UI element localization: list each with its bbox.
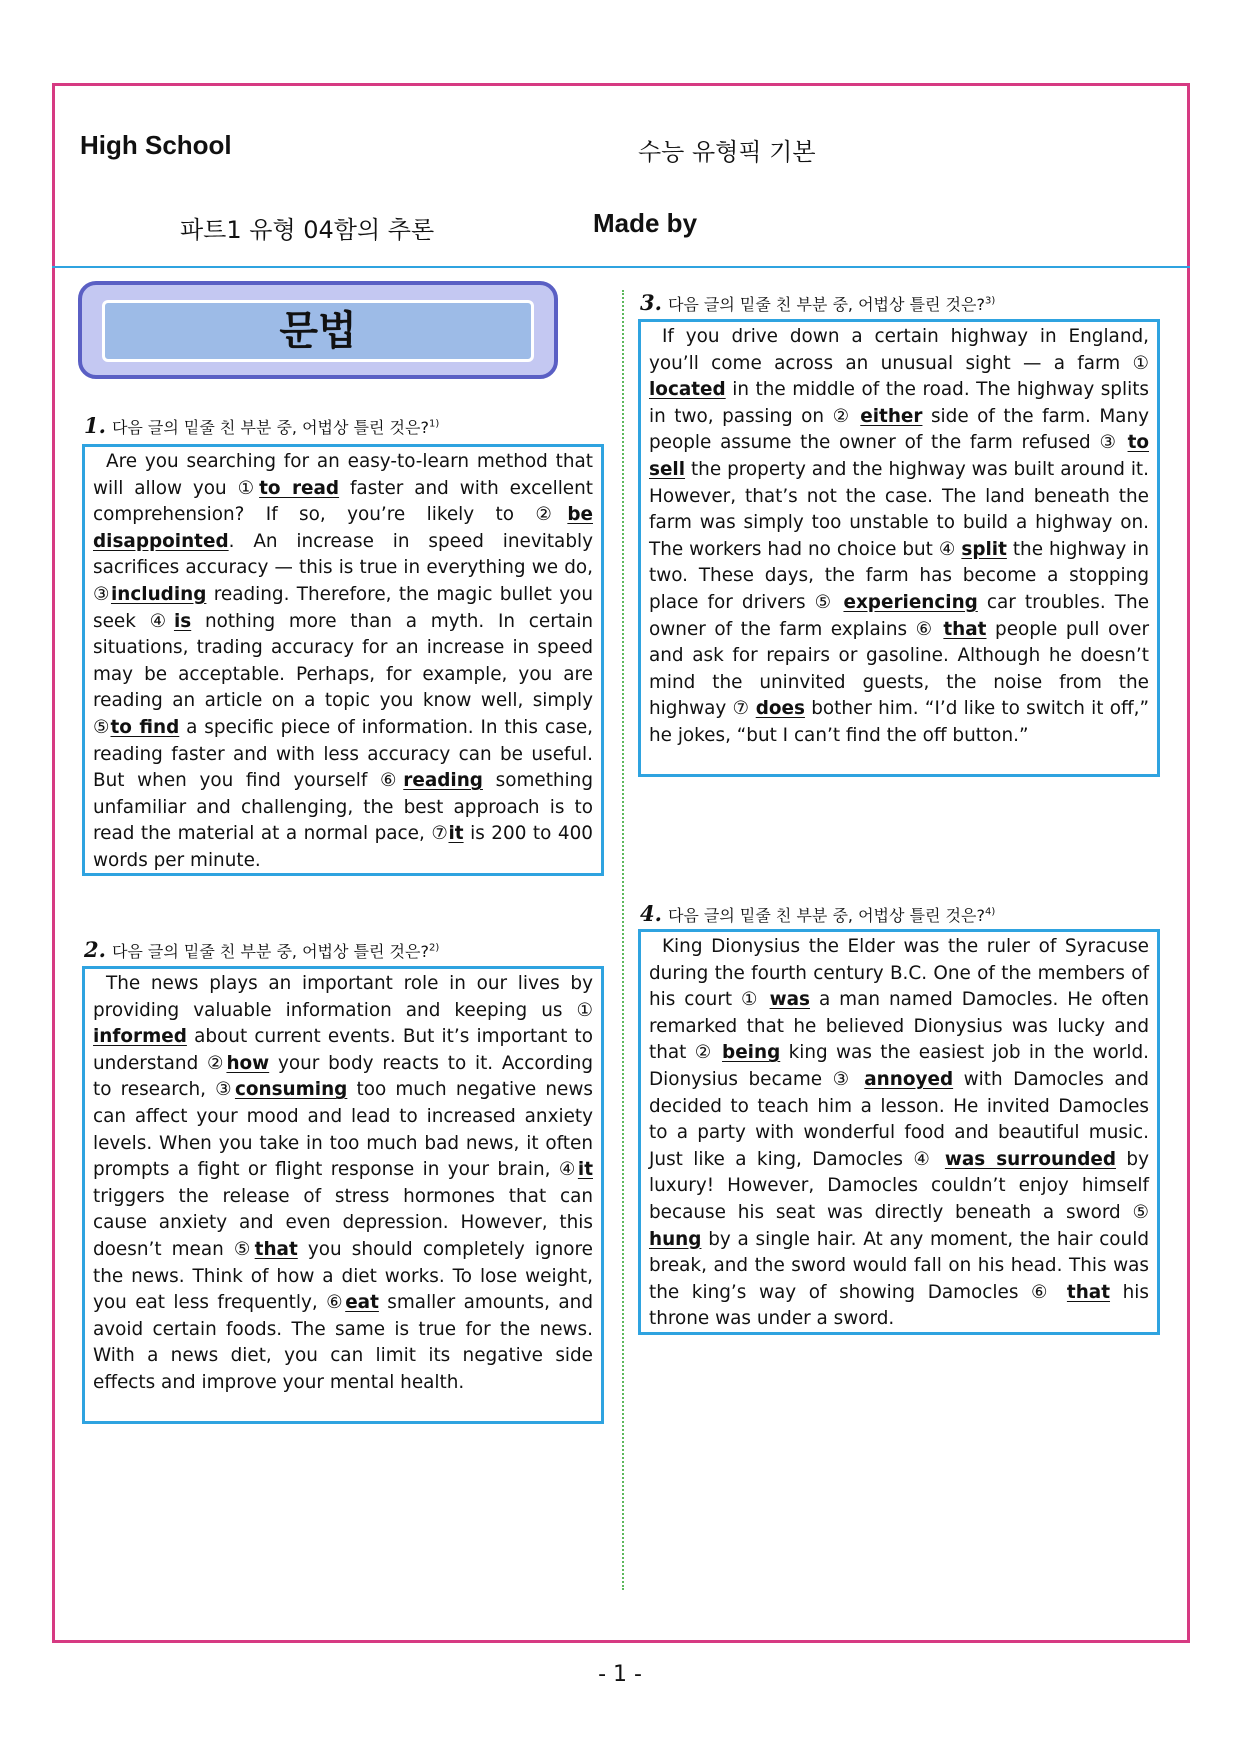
question-number: 2. <box>84 937 106 962</box>
passage-text <box>93 971 593 1397</box>
passage-segment: the highway in two. These days, the farm has become a stopping place for drivers ⑤ <box>649 538 1149 613</box>
footnote-marker: 1) <box>428 418 440 430</box>
question-number: 1. <box>84 413 106 438</box>
underlined-choice: either <box>860 405 923 427</box>
passage-segment: If you drive down a certain highway in England, you’ll come across an unusual sight — a farm ① <box>649 326 1149 374</box>
question-4-passage <box>638 929 1160 1335</box>
question-2-passage <box>82 966 604 1424</box>
question-4-title <box>640 901 995 926</box>
underlined-choice: was surrounded <box>944 1148 1117 1170</box>
passage-segment: with Damocles and decided to teach him a lesson. He invited Damocles to a party with wonderful food and beautiful music. Just like a king, Damocles ④ <box>649 1068 1149 1170</box>
underlined-choice: is <box>173 610 192 632</box>
question-prompt: 다음 글의 밑줄 친 부분 중, 어법상 틀린 것은? <box>111 418 429 437</box>
passage-segment: reading. Therefore, the magic bullet you seek ④ <box>93 583 593 632</box>
underlined-choice: was <box>769 989 810 1011</box>
passage-segment: side of the farm. Many people assume the owner of the farm refused ③ <box>649 405 1149 454</box>
footnote-marker: 4) <box>984 906 996 918</box>
series-label: 수능 유형픽 기본 <box>638 138 816 166</box>
unit-label: 파트1 유형 04함의 추론 <box>180 216 435 244</box>
underlined-choice: located <box>649 379 726 401</box>
question-3-passage <box>638 319 1160 777</box>
underlined-choice: that <box>1066 1281 1111 1303</box>
underlined-choice: reading <box>403 770 483 792</box>
passage-segment: you should completely ignore the news. Think of how a diet works. To lose weight, you eat less frequently, ⑥ <box>93 1238 593 1314</box>
footnote-marker: 2) <box>428 942 440 954</box>
passage-segment: triggers the release of stress hormones that can cause anxiety and even depression. However, this doesn’t mean ⑤ <box>93 1185 593 1260</box>
underlined-choice: annoyed <box>864 1068 954 1090</box>
underlined-choice: to sell <box>649 432 1149 480</box>
underlined-choice: to read <box>259 477 340 499</box>
passage-text <box>93 449 593 875</box>
footnote-marker: 3) <box>984 295 996 307</box>
passage-segment: by luxury! However, Damocles couldn’t enjoy himself because his seat was directly beneath a sword ⑤ <box>649 1148 1149 1223</box>
question-1-title <box>84 413 439 438</box>
question-number: 4. <box>640 901 662 926</box>
underlined-choice: to find <box>110 716 180 738</box>
passage-segment: smaller amounts, and avoid certain foods. The same is true for the news. With a news diet, you can limit its negative side effects and improve your mental health. <box>93 1292 593 1393</box>
underlined-choice: being <box>722 1042 781 1064</box>
passage-segment: too much negative news can affect your mood and lead to increased anxiety levels. When you take in too much bad news, it often prompts a fight or flight response in your brain, ④ <box>93 1079 593 1181</box>
underlined-choice: consuming <box>234 1079 348 1101</box>
question-prompt: 다음 글의 밑줄 친 부분 중, 어법상 틀린 것은? <box>111 942 429 961</box>
question-prompt: 다음 글의 밑줄 친 부분 중, 어법상 틀린 것은? <box>667 906 985 925</box>
underlined-choice: how <box>226 1052 270 1074</box>
passage-segment: a man named Damocles. He often remarked that he believed Dionysius was lucky and that ② <box>649 989 1149 1064</box>
passage-segment: bother him. “I’d like to switch it off,” he jokes, “but I can’t find the off button.” <box>649 698 1150 746</box>
passage-segment: . An increase in speed inevitably sacrifices accuracy — this is true in everything we do, ③ <box>93 530 593 605</box>
passage-segment: The news plays an important role in our lives by providing valuable information and keeping us ① <box>93 973 593 1021</box>
passage-segment: something unfamiliar and challenging, the best approach is to read the material at a normal pace, ⑦ <box>93 770 593 845</box>
underlined-choice: including <box>110 583 207 605</box>
passage-segment: your body reacts to it. According to research, ③ <box>93 1052 594 1101</box>
passage-segment: car troubles. The owner of the farm explains ⑥ <box>649 591 1150 640</box>
underlined-choice: informed <box>93 1026 187 1048</box>
passage-segment: Are you searching for an easy-to-learn method that will allow you ① <box>93 451 593 499</box>
passage-segment: in the middle of the road. The highway splits in two, passing on ② <box>649 379 1149 427</box>
passage-segment: people pull over and ask for repairs or gasoline. Although he doesn’t mind the uninvited guests, the noise from the highway ⑦ <box>649 618 1150 720</box>
underlined-choice: hung <box>649 1228 702 1250</box>
question-number: 3. <box>640 290 662 315</box>
made-by-label: Made by <box>593 208 698 238</box>
underlined-choice: that <box>254 1238 298 1260</box>
underlined-choice: it <box>448 823 464 845</box>
passage-segment: king was the easiest job in the world. Dionysius became ③ <box>649 1042 1149 1090</box>
underlined-choice: split <box>961 538 1007 560</box>
underlined-choice: eat <box>345 1292 379 1314</box>
underlined-choice: be disappointed <box>93 504 593 552</box>
page-number: - 1 - <box>598 1662 642 1687</box>
underlined-choice: it <box>577 1159 593 1181</box>
passage-segment: faster and with excellent comprehension? If so, you’re likely to ② <box>93 477 593 526</box>
question-2-title <box>84 937 439 962</box>
passage-text <box>649 934 1149 1333</box>
underlined-choice: that <box>943 618 987 640</box>
passage-segment: the property and the highway was built around it. However, that’s not the case. The land beneath the farm was simply too unstable to build a highway on. The workers had no choice but ④ <box>649 458 1149 560</box>
school-label: High School <box>80 130 232 160</box>
passage-segment: nothing more than a myth. In certain situations, trading accuracy for an increase in speed may be acceptable. Perhaps, for example, you are reading an article on a topic you know well, simply ⑤ <box>93 610 593 738</box>
passage-text <box>649 324 1149 750</box>
question-prompt: 다음 글의 밑줄 친 부분 중, 어법상 틀린 것은? <box>667 295 985 314</box>
passage-segment: King Dionysius the Elder was the ruler of Syracuse during the fourth century B.C. One of the members of his court ① <box>649 936 1149 1011</box>
passage-segment: about current events. But it’s important to understand ② <box>93 1026 593 1074</box>
underlined-choice: does <box>755 698 805 720</box>
question-1-passage <box>82 444 604 876</box>
column-divider <box>622 290 624 1590</box>
passage-segment: is 200 to 400 words per minute. <box>93 823 593 871</box>
underlined-choice: experiencing <box>843 591 978 613</box>
passage-segment: a specific piece of information. In this case, reading faster and with less accuracy can be useful. But when you find yourself ⑥ <box>93 716 593 792</box>
passage-segment: by a single hair. At any moment, the hair could break, and the sword would fall on his head. This was the king’s way of showing Damocles ⑥ <box>649 1228 1149 1303</box>
question-3-title <box>640 290 995 315</box>
passage-segment: his throne was under a sword. <box>649 1281 1149 1330</box>
section-title: 문법 <box>102 300 534 362</box>
